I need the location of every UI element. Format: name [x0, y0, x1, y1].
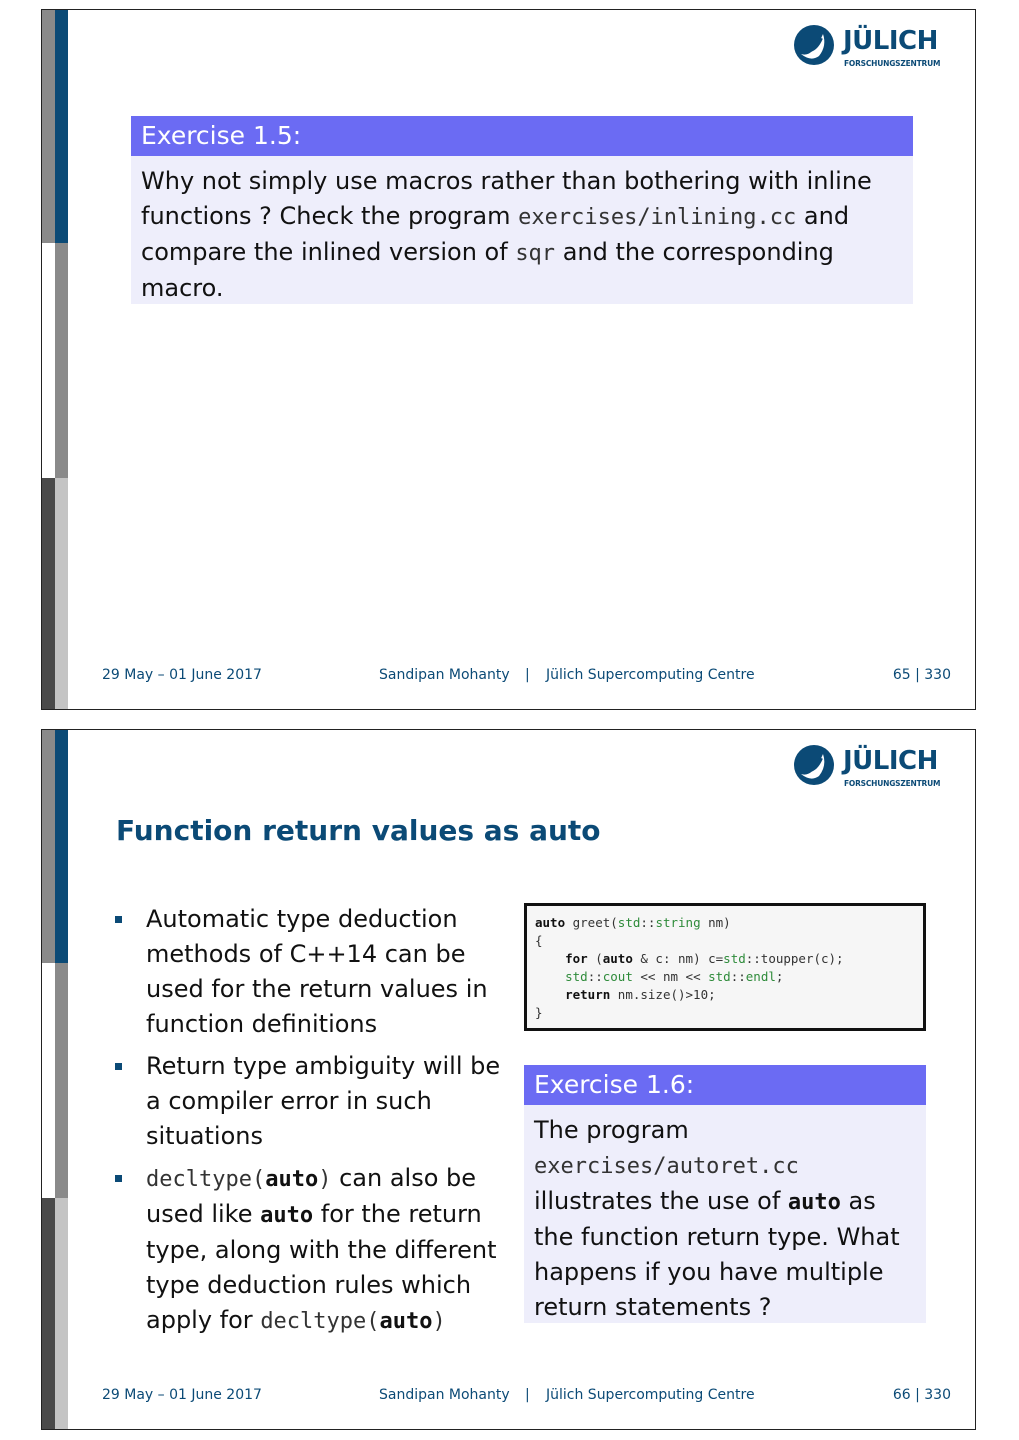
code-line: std::cout << nm << std::endl;: [565, 969, 784, 984]
slide-title: Function return values as auto: [116, 814, 601, 847]
side-bar-segment: [55, 478, 68, 710]
side-bar-segment: [55, 243, 68, 478]
exercise-line: The program: [534, 1116, 689, 1144]
exercise-line: compare the inlined version of sqr and the corresponding macro.: [141, 238, 834, 302]
side-bar-segment: [55, 1198, 68, 1430]
footer-separator: |: [525, 1387, 530, 1403]
julich-logo: [793, 22, 953, 74]
julich-logo: [793, 742, 953, 794]
side-bar-segment: [42, 730, 55, 963]
footer-author: Sandipan Mohanty: [379, 667, 510, 683]
footer-page: 66 | 330: [892, 1387, 951, 1403]
bullet-item: Automatic type deduction methods of C++14 can be used for the return values in function definitions: [112, 902, 502, 1042]
code-line: {: [535, 933, 543, 948]
side-bar-segment: [55, 10, 68, 243]
exercise-line: the function return type. What: [534, 1223, 900, 1251]
footer-org: Jülich Supercomputing Centre: [546, 667, 755, 683]
side-bar-segment: [42, 10, 55, 243]
code-token: decltype(auto): [146, 1167, 332, 1192]
exercise-line: [534, 1148, 916, 1184]
exercise-line: happens if you have multiple: [534, 1258, 884, 1286]
code-line: auto greet(std::string nm): [535, 915, 731, 930]
side-bar-segment: [55, 963, 68, 1198]
footer-date: 29 May – 01 June 2017: [102, 667, 262, 683]
code-line: return nm.size()>10;: [565, 987, 716, 1002]
slide-footer: [102, 667, 951, 687]
exercise-line: functions ? Check the program exercises/inlining.cc and: [141, 202, 850, 230]
slide-65: [41, 9, 976, 710]
file-path: exercises/inlining.cc: [518, 205, 797, 230]
bullet-item: Return type ambiguity will be a compiler error in such situations: [112, 1049, 502, 1154]
bullet-item: decltype(auto) can also be used like auto for the return type, along with the different type deduction rules which apply for decltype(auto): [112, 1161, 502, 1339]
footer-separator: |: [525, 667, 530, 683]
footer-author: Sandipan Mohanty: [379, 1387, 510, 1403]
side-bar-segment: [42, 243, 55, 478]
code-line: for (auto & c: nm) c=std::toupper(c);: [565, 951, 844, 966]
side-bar-segment: [42, 1198, 55, 1430]
julich-logo-icon: [793, 744, 835, 786]
side-bar-segment: [55, 730, 68, 963]
exercise-line: illustrates the use of auto as: [534, 1187, 876, 1215]
exercise-body: [524, 1105, 926, 1335]
exercise-body: [131, 156, 913, 316]
logo-wordmark: JÜLICH: [843, 26, 938, 56]
logo-subtitle: FORSCHUNGSZENTRUM: [844, 59, 941, 68]
exercise-line: return statements ?: [534, 1293, 772, 1321]
slide-footer: [102, 1387, 951, 1407]
footer-org: Jülich Supercomputing Centre: [546, 1387, 755, 1403]
exercise-1-5-box: [131, 116, 913, 304]
file-path: exercises/autoret.cc: [534, 1154, 799, 1179]
logo-subtitle: FORSCHUNGSZENTRUM: [844, 779, 941, 788]
logo-wordmark: JÜLICH: [843, 746, 938, 776]
code-token: sqr: [515, 241, 556, 266]
slide-66: [41, 729, 976, 1430]
bullet-list: [112, 902, 502, 1346]
footer-date: 29 May – 01 June 2017: [102, 1387, 262, 1403]
julich-logo-icon: [793, 24, 835, 66]
footer-page: 65 | 330: [892, 667, 951, 683]
exercise-header: Exercise 1.5:: [131, 116, 913, 156]
code-token: decltype(auto): [260, 1309, 446, 1334]
side-bar-segment: [42, 478, 55, 710]
code-token: auto: [260, 1203, 314, 1228]
exercise-1-6-box: [524, 1065, 926, 1323]
code-listing: [524, 903, 926, 1031]
exercise-line: Why not simply use macros rather than bothering with inline: [141, 167, 872, 195]
code-line: }: [535, 1005, 543, 1020]
code-token: auto: [787, 1190, 841, 1215]
exercise-header: Exercise 1.6:: [524, 1065, 926, 1105]
side-bar-segment: [42, 963, 55, 1198]
